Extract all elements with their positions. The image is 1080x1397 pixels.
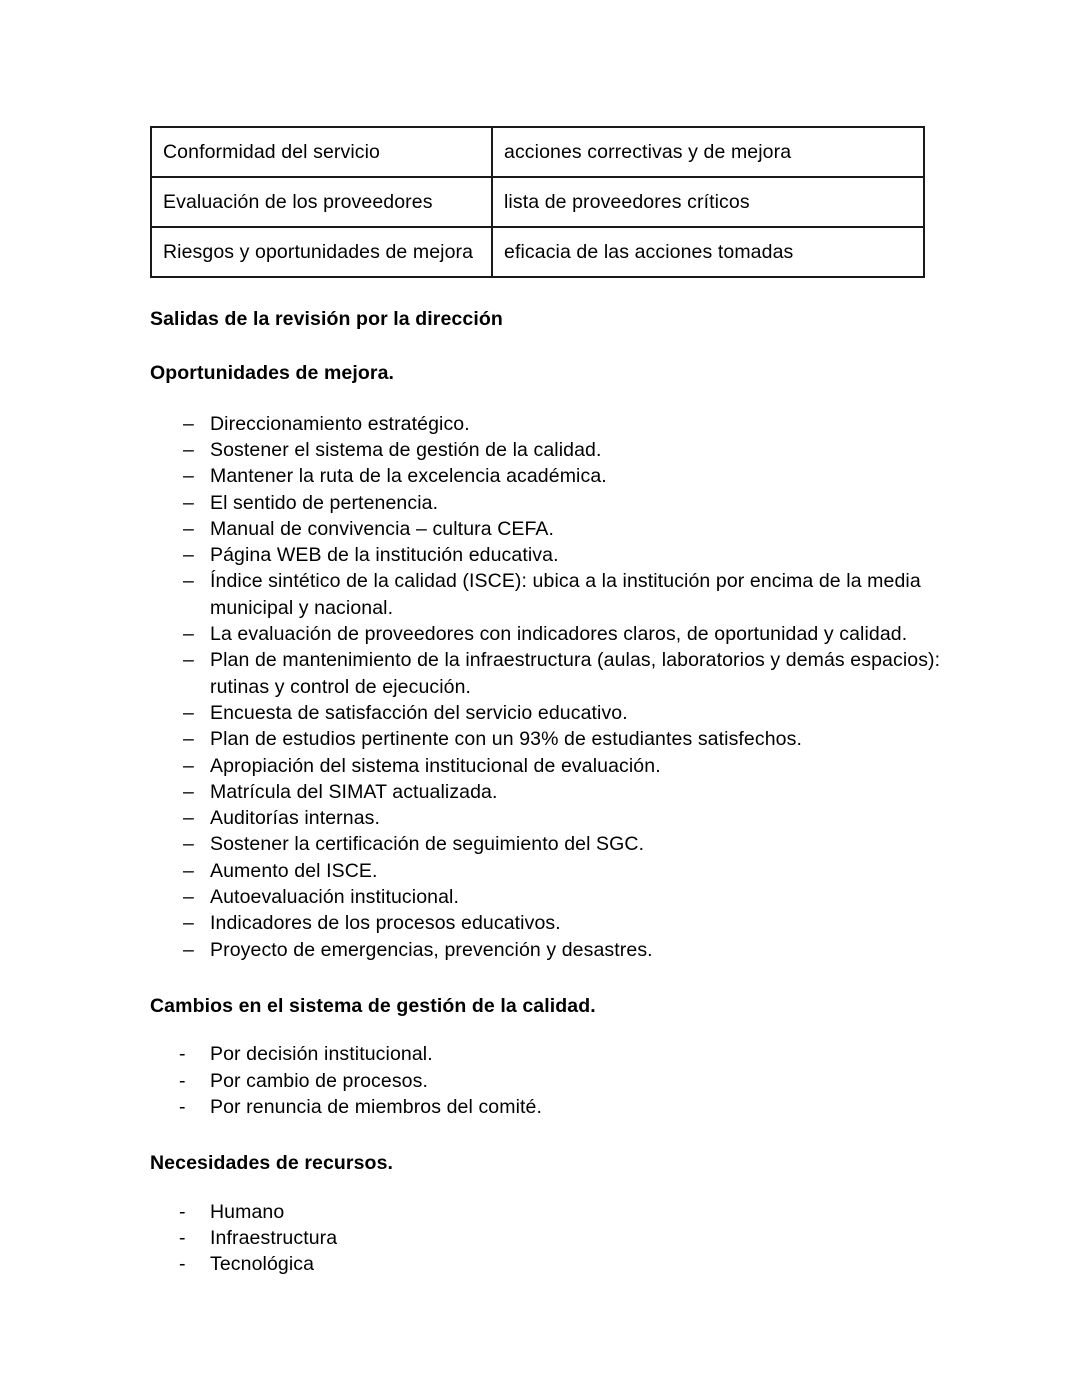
dash-bullet-icon: – [183,780,194,803]
list-item [150,700,996,726]
list-item-text: Mantener la ruta de la excelencia académica. [210,465,607,488]
list-item [150,490,996,516]
list-item [150,1068,936,1094]
list-cambios-sistema-gestion [150,1041,936,1120]
list-item-text: Direccionamiento estratégico. [210,412,470,435]
section-heading-salidas: Salidas de la revisión por la dirección [150,308,503,330]
dash-bullet-icon: – [183,886,194,909]
list-item-text: Plan de mantenimiento de la infraestructura (aulas, laboratorios y demás espacios): rutinas y control de ejecución. [210,649,941,698]
dash-bullet-icon: – [183,465,194,488]
list-item-text: Auditorías internas. [210,807,381,830]
list-item [150,542,996,568]
list-item-text: El sentido de pertenencia. [210,491,439,514]
list-item [150,1199,936,1225]
hyphen-bullet-icon: - [179,1253,186,1276]
list-item [150,621,996,647]
list-item [150,1225,936,1251]
list-item [150,910,996,936]
list-item [150,1251,936,1277]
dash-bullet-icon: – [183,859,194,882]
hyphen-bullet-icon: - [179,1095,186,1118]
list-item [150,437,996,463]
table-row [151,127,924,177]
list-item-text: Por decisión institucional. [210,1043,433,1066]
list-necesidades-recursos [150,1199,936,1278]
dash-bullet-icon: – [183,438,194,461]
list-item [150,753,996,779]
hyphen-bullet-icon: - [179,1226,186,1249]
dash-bullet-icon: – [183,544,194,567]
list-item [150,726,996,752]
list-item [150,1041,936,1067]
dash-bullet-icon: – [183,623,194,646]
list-item-text: Índice sintético de la calidad (ISCE): ubica a la institución por encima de la media municipal y nacional. [210,570,921,619]
list-item-text: Aumento del ISCE. [210,859,378,882]
hyphen-bullet-icon: - [179,1043,186,1066]
list-item [150,647,996,700]
list-item-text: Proyecto de emergencias, prevención y desastres. [210,938,653,961]
document-content [150,126,941,1277]
list-item [150,858,996,884]
list-item-text: Indicadores de los procesos educativos. [210,912,561,935]
list-item-text: Sostener el sistema de gestión de la calidad. [210,438,602,461]
list-oportunidades-de-mejora [150,411,941,963]
list-item-text: Tecnológica [210,1253,315,1276]
section-heading-oportunidades: Oportunidades de mejora. [150,362,395,385]
list-item [150,568,996,621]
list-item-text: Humano [210,1200,285,1223]
list-item-text: Matrícula del SIMAT actualizada. [210,780,498,803]
list-item-text: Apropiación del sistema institucional de evaluación. [210,754,661,777]
table-row [151,177,924,227]
dash-bullet-icon: – [183,938,194,961]
list-item [150,779,996,805]
dash-bullet-icon: – [183,570,194,593]
list-item-text: La evaluación de proveedores con indicadores claros, de oportunidad y calidad. [210,623,908,646]
dash-bullet-icon: – [183,728,194,751]
list-item [150,937,996,963]
list-item [150,516,996,542]
table-row [151,227,924,277]
list-item [150,1094,936,1120]
section-heading-cambios: Cambios en el sistema de gestión de la calidad. [150,994,596,1017]
table-cell-input: Conformidad del servicio [151,127,492,177]
list-item-text: Página WEB de la institución educativa. [210,544,559,567]
list-item [150,831,996,857]
dash-bullet-icon: – [183,649,194,672]
list-item [150,411,996,437]
table-cell-output: acciones correctivas y de mejora [492,127,924,177]
table-cell-input: Evaluación de los proveedores [151,177,492,227]
dash-bullet-icon: – [183,517,194,540]
list-item-text: Encuesta de satisfacción del servicio educativo. [210,701,628,724]
dash-bullet-icon: – [183,754,194,777]
list-item [150,805,996,831]
dash-bullet-icon: – [183,912,194,935]
inputs-outputs-table [150,126,925,278]
dash-bullet-icon: – [183,491,194,514]
dash-bullet-icon: – [183,701,194,724]
list-item-text: Manual de convivencia – cultura CEFA. [210,517,555,540]
section-heading-necesidades: Necesidades de recursos. [150,1152,394,1175]
table-cell-input: Riesgos y oportunidades de mejora [151,227,492,277]
dash-bullet-icon: – [183,412,194,435]
hyphen-bullet-icon: - [179,1200,186,1223]
dash-bullet-icon: – [183,833,194,856]
list-item [150,463,996,489]
list-item-text: Sostener la certificación de seguimiento del SGC. [210,833,645,856]
hyphen-bullet-icon: - [179,1069,186,1092]
dash-bullet-icon: – [183,807,194,830]
list-item-text: Por cambio de procesos. [210,1069,428,1092]
table-cell-output: eficacia de las acciones tomadas [492,227,924,277]
table-cell-output: lista de proveedores críticos [492,177,924,227]
list-item-text: Infraestructura [210,1226,338,1249]
list-item-text: Por renuncia de miembros del comité. [210,1095,542,1118]
list-item-text: Plan de estudios pertinente con un 93% de estudiantes satisfechos. [210,728,802,751]
list-item-text: Autoevaluación institucional. [210,886,459,909]
list-item [150,884,996,910]
